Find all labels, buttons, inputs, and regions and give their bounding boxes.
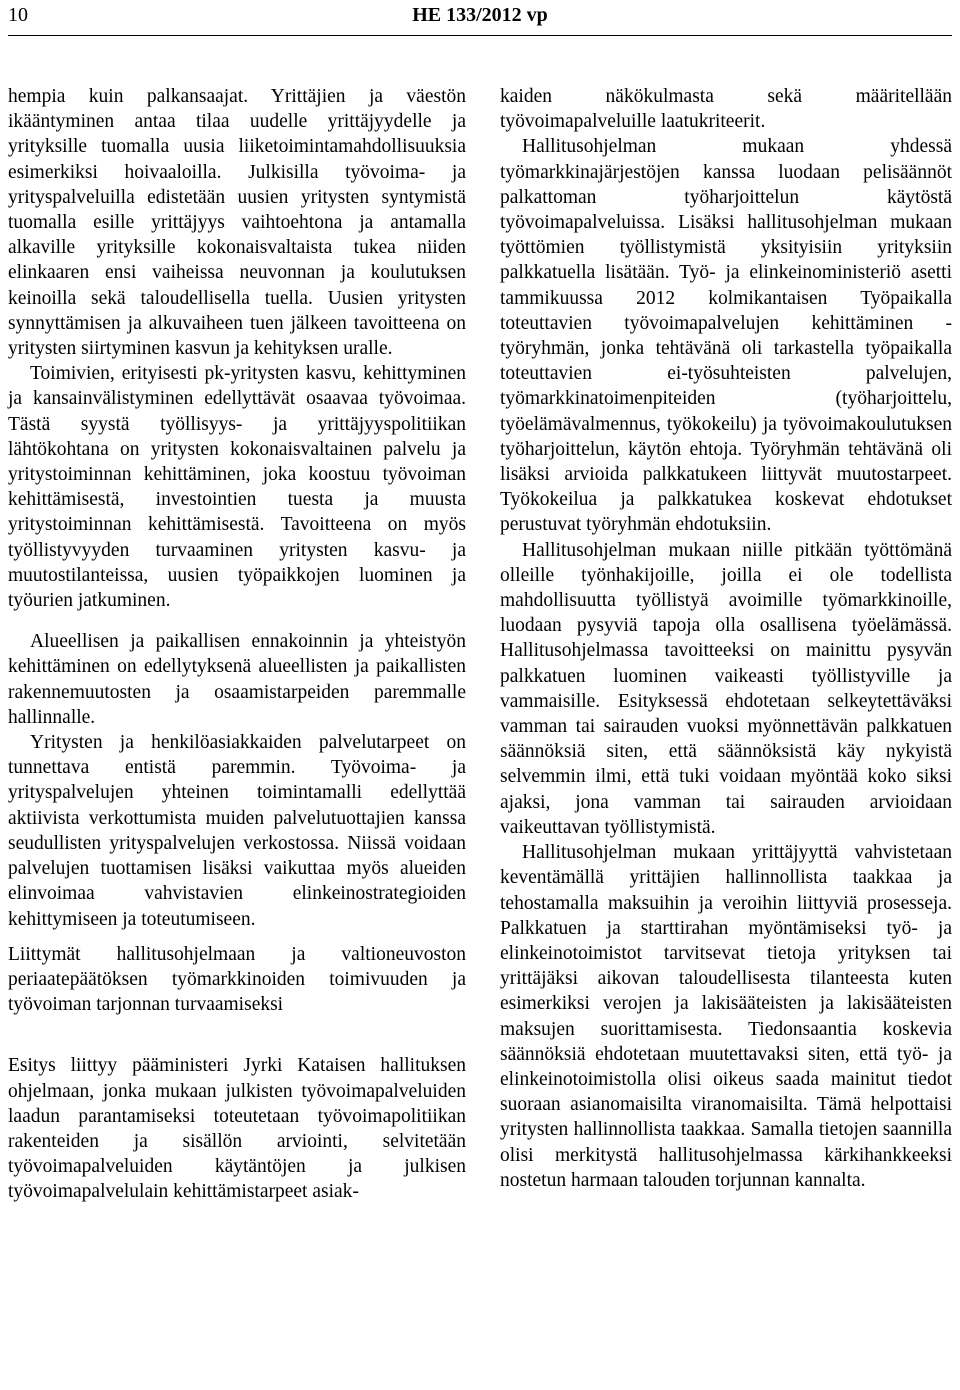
paragraph-entrepreneurship: Hallitusohjelman mukaan yrittäjyyttä vahvistetaan keventämällä yrittäjien hallinnollista taakkaa ja tehostamalla maksuihin ja veroihin liittyviä prosesseja. Palkkatuen ja starttirahan myöntämiseksi työ- ja elinkeinotoimistot tarvitsevat tietoja yrityksen tai yrittäjäksi aikovan taloudellisesta tilanteesta kuten esimerkiksi verojen ja lakisääteisten ja lakisääteisten maksujen suorittamisesta. Tiedonsaantia koskevia säännöksiä ehdotetaan muutettavaksi siten, että työ- ja elinkeinotoimistolla olisi oikeus saada mainitut tiedot suoraan asianomaisilta viranomaisilta. Tämä helpottaisi yritysten hallinnollista taakkaa. Samalla tietojen saannilla olisi merkitystä hallitusohjelmassa kärkihankkeeksi nostetun harmaan talouden torjunnan kannalta. xyxy=(500,842,952,1191)
paragraph-government-programme: Esitys liittyy pääministeri Jyrki Kataisen hallituksen ohjelmaan, jonka mukaan julkisten työvoimapalveluiden laadun parantamiseksi toteutetaan työvoimapolitiikan rakenteiden ja sisällön arviointi, selvitetään työvoimapalveluiden käytäntöjen ja julkisen työvoimapalvelulain kehittämistarpeet asiak- xyxy=(8,1055,466,1203)
left-column xyxy=(8,84,466,1205)
section-heading: Liittymät hallitusohjelmaan ja valtioneuvoston periaatepäätöksen työmarkkinoiden toimivuuden ja työvoiman tarjonnan turvaamiseksi xyxy=(8,943,466,1016)
right-column xyxy=(500,84,952,1193)
paragraph-quality-criteria: kaiden näkökulmasta sekä määritellään työvoimapalveluille laatukriteerit. xyxy=(500,86,952,133)
paragraph-service-needs: Yritysten ja henkilöasiakkaiden palvelutarpeet on tunnettava entistä paremmin. Työvoima- ja yrityspalvelujen yhteinen toimintamalli edellyttää aktiivista verkottumista muiden palvelutuottajien kanssa seudullisten yrityspalvelujen verkostossa. Niissä voidaan palvelujen tuottamisen lisäksi vaikuttaa myös alueiden elinvoimaa vahvistavien elinkeinostrategioiden kehittymiseen ja toteutumiseen. xyxy=(8,732,466,930)
header-rule xyxy=(8,35,952,36)
page-number: 10 xyxy=(8,4,28,26)
paragraph-business-start: hempia kuin palkansaajat. Yrittäjien ja väestön ikääntyminen antaa tilaa uudelle yrittäjyydelle ja yrityksille tuomalla uusia liiketoimintamahdollisuuksia esimerkiksi hoivaaloilla. Julkisilla työvoima- ja yrityspalveluilla edistetään uusien yritysten syntymistä tuomalla esille yrittäjyys vaihtoehtona ja antamalla alkaville yrityksille kokonaisvaltaista tukea niiden elinkaaren ensi vaiheissa neuvonnan ja koulutuksen keinoilla sekä taloudellisella tuella. Uusien yritysten synnyttämisen ja alkuvaiheen tuen jälkeen tavoitteena on yritysten siirtyminen kasvun ja kehityksen uralle. xyxy=(8,86,466,360)
document-id: HE 133/2012 vp xyxy=(412,4,548,26)
paragraph-long-term-unemployed: Hallitusohjelman mukaan niille pitkään työttömänä olleille työnhakijoille, joilla ei ole todellista mahdollisuutta työllistyä avoimille työmarkkinoille, luodaan pysyviä tapoja olla osallisena työelämässä. Hallitusohjelmassa tavoitteeksi on mainittu pysyvän palkkatuen luominen vaikeasti työllistyville ja vammaisille. Esityksessä ehdotetaan selkeytettäväksi vamman tai sairauden vuoksi myönnettävän palkkatuen säännöksiä siten, että säännöksistä käy nykyistä selvemmin ilmi, että tuki voidaan myöntää koko siksi ajaksi, jona vamman tai sairauden arvioidaan vaikeuttavan työllistymistä. xyxy=(500,539,952,838)
paragraph-regional-foresight: Alueellisen ja paikallisen ennakoinnin ja yhteistyön kehittäminen on edellytyksenä alueellisten ja paikallisten rakennemuutosten ja osaamistarpeiden paremmalle hallinnalle. xyxy=(8,631,466,728)
paragraph-unpaid-training: Hallitusohjelman mukaan yhdessä työmarkkinajärjestöjen kanssa luodaan pelisäännöt palkattoman työharjoittelun käytöstä työvoimapalveluissa. Lisäksi hallitusohjelman mukaan työttömien työllistymistä yksityisiin yrityksiin palkkatuella lisätään. Työ- ja elinkeinoministeriö asetti tammikuussa 2012 kolmikantaisen Työpaikalla toteuttavien työvoimapalvelujen kehittäminen - työryhmän, jonka tehtävänä oli tarkastella työpaikalla toteuttavien ei-työsuhteisten palvelujen, työmarkkinatoimenpiteiden (työharjoittelu, työelämävalmennus, työkokeilu) ja työvoimakoulutuksen työharjoittelun, käytön ehtoja. Työryhmän tehtävänä oli lisäksi arvioida palkkatukeen liittyvät muutostarpeet. Työkokeilua ja palkkatukea koskevat ehdotukset perustuvat työryhmän ehdotuksiin. xyxy=(500,136,952,536)
paragraph-sme-growth: Toimivien, erityisesti pk-yritysten kasvu, kehittyminen ja kansainvälistyminen edellyttävät osaavaa työvoimaa. Tästä syystä työllisyys- ja yrittäjyyspolitiikan lähtökohtana on yritysten kokonaisvaltainen palvelu ja yritystoiminnan kehittäminen, joka koostuu työvoiman kehittämisestä, investointien tuesta ja muusta yritystoiminnan kehittämisestä. Tavoitteena on myös työllistyvyyden turvaaminen yritysten kasvu- ja muutostilanteissa, uusien työpaikkojen luominen ja työurien jatkuminen. xyxy=(8,363,466,612)
